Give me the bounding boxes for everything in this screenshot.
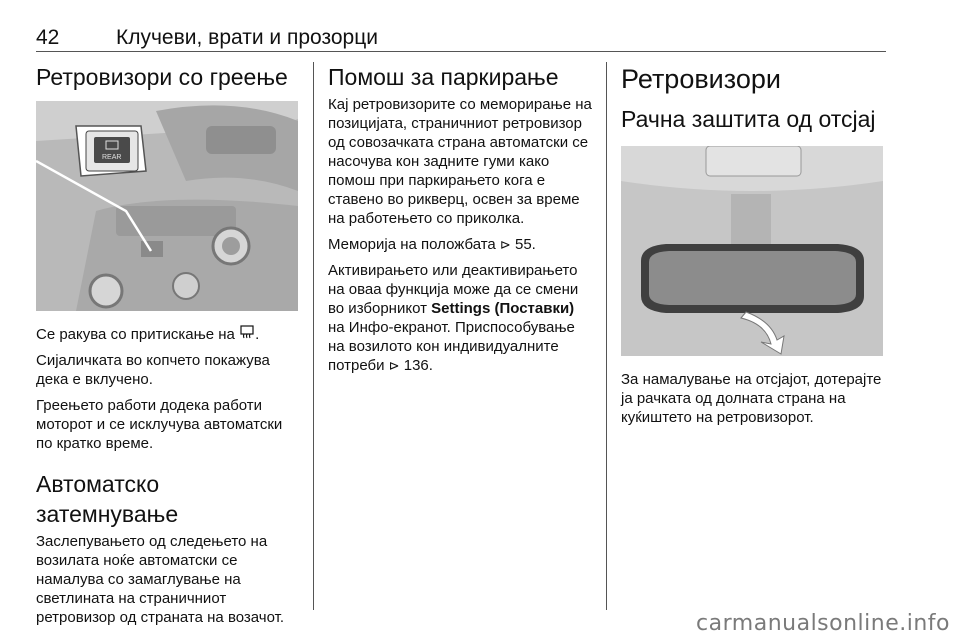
paragraph: Греењето работи додека работи моторот и се исклучува автоматски по кратко време. [36,397,283,452]
header-rule [36,51,886,52]
page-reference[interactable]: 136. [399,357,433,374]
mirror-illustration [621,146,883,356]
section-heading-auto-dimming: Автоматско затемнување [36,471,179,527]
paragraph-text: Се ракува со притискање на [36,326,240,343]
paragraph: Активирањето или деактивирањето на оваа функција може да се смени во изборникот Settings (Поставки) на Инфо-екранот. Приспособување на возилото кон индивидуалните потреби ⊳ 136. [328,262,579,374]
column-divider [313,62,314,610]
watermark: carmanualsonline.info [696,611,950,636]
running-title: Клучеви, врати и прозорци [116,26,378,49]
column-divider [606,62,607,610]
figure-dashboard-console [36,101,298,311]
paragraph: Меморија на положбата ⊳ 55. [328,236,536,253]
paragraph: Кај ретровизорите со меморирање на позицијата, страничниот ретровизор од совозачката страна автоматски се насочува кон задните гуми како помош при паркирањето кога е ставено во рикверц, освен за време на работењето со приколка. [328,96,592,227]
section-heading-parking-assist: Помош за паркирање [328,64,559,90]
cross-reference-arrow-icon: ⊳ [388,358,400,373]
column-2 [328,62,594,382]
section-title-mirrors: Ретровизори [621,64,781,94]
page-header [36,26,886,52]
rear-defrost-svg [239,325,255,339]
paragraph: Заслепувањето од следењето на возилата ноќе автоматски се намалува со замаглување на светлината на страничниот ретровизор од страната на возачот. [36,533,285,626]
paragraph: Се ракува со притискање на . [36,326,260,343]
page-reference[interactable]: 55. [510,236,536,253]
paragraph: За намалување на отсјајот, дотерајте ја рачката од долната страна на куќиштето на ретровизорот. [621,371,882,426]
column-3 [621,62,887,434]
dashboard-illustration [36,101,298,311]
column-1 [36,62,302,634]
section-heading-manual-antiglare: Рачна заштита од отсјај [621,106,876,132]
cross-reference-arrow-icon: ⊳ [499,237,511,252]
rear-button-label: REAR [102,154,122,161]
settings-menu-label: Settings (Поставки) [431,300,575,317]
rear-defrost-icon [239,326,255,343]
figure-rearview-mirror [621,146,883,356]
section-heading-heated-mirrors: Ретровизори со греење [36,64,288,90]
paragraph: Сијаличката во копчето покажува дека е вклучено. [36,352,270,388]
page-number: 42 [36,26,60,49]
